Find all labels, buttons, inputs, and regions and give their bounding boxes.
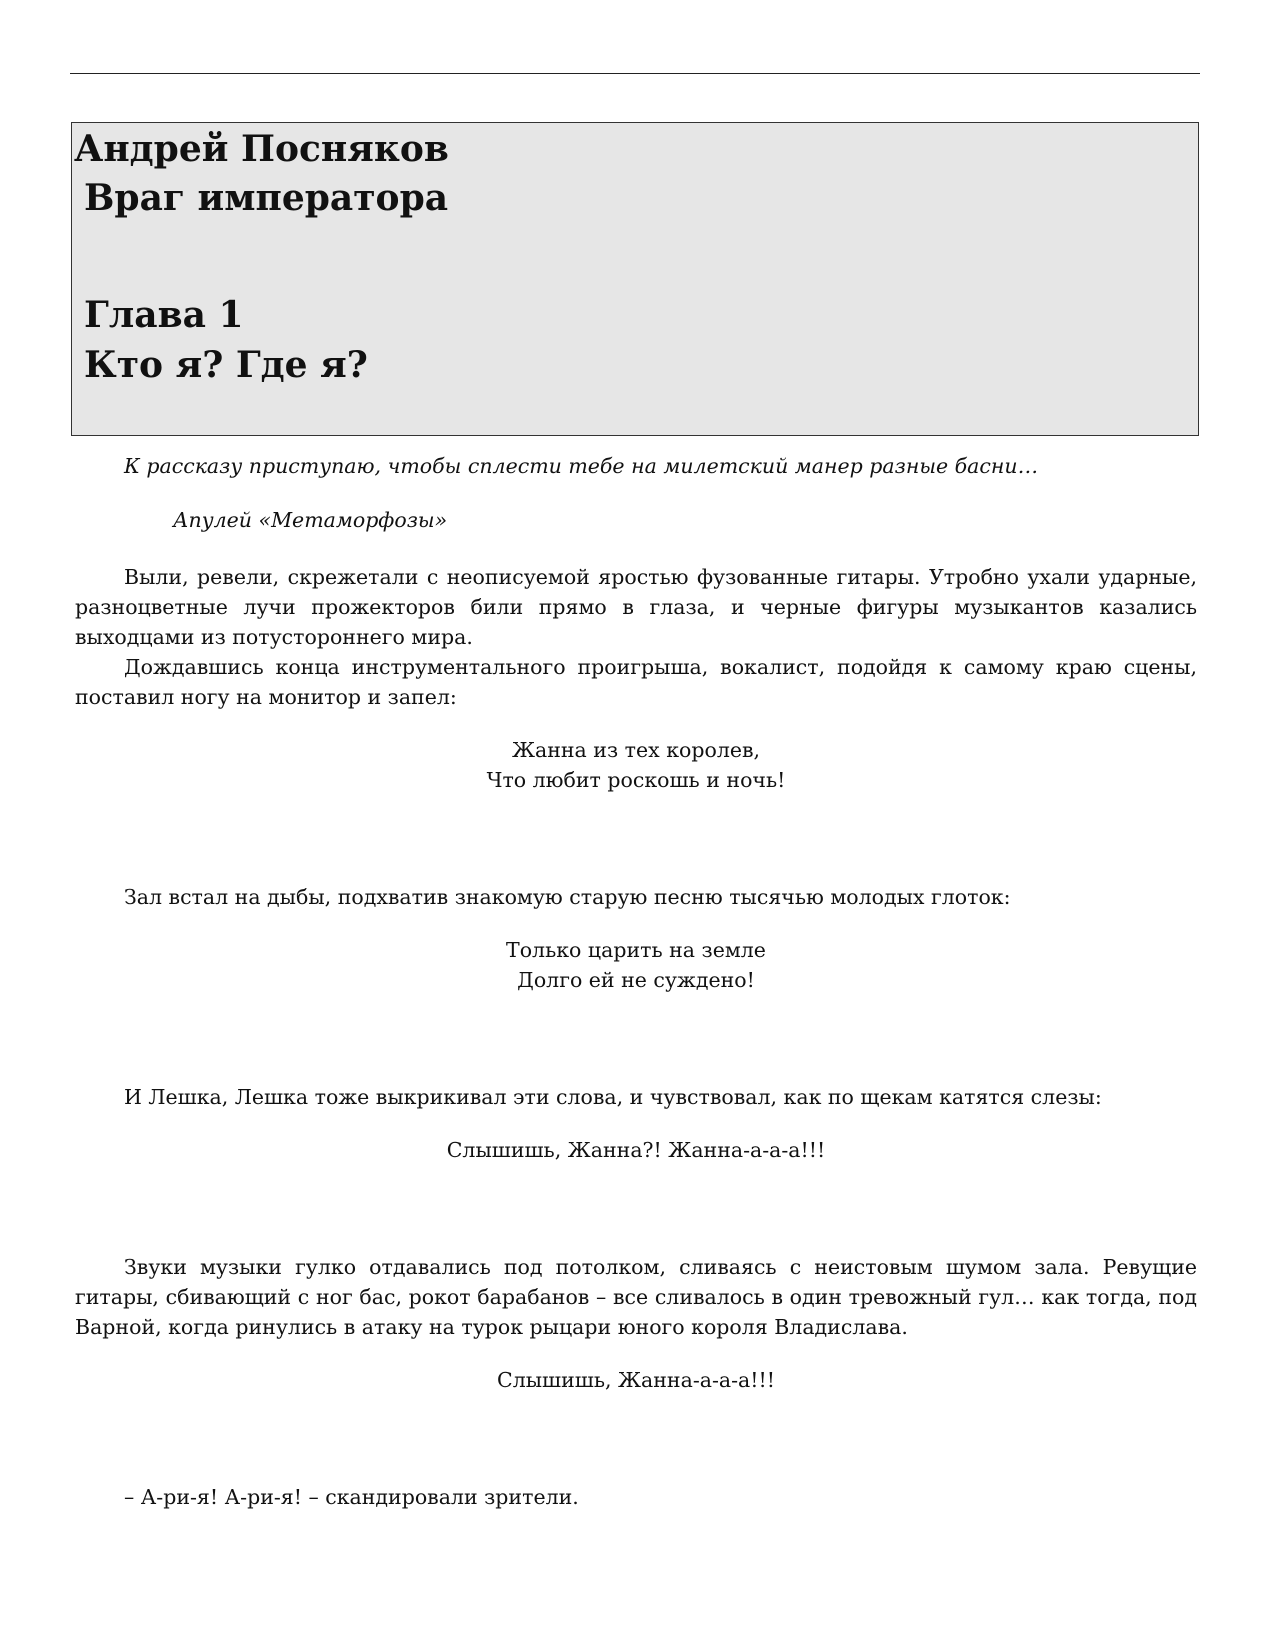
paragraph-2: Дождавшись конца инструментального проигрыша, вокалист, подойдя к самому краю сцены, поставил ногу на монитор и запел: xyxy=(75,655,1197,709)
chapter-title: Кто я? Где я? xyxy=(84,344,368,386)
epigraph-quote: К рассказу приступаю, чтобы сплести тебе на милетский манер разные басни… xyxy=(124,454,1039,478)
title-block xyxy=(71,122,1199,436)
paragraph-3: Зал встал на дыбы, подхватив знакомую старую песню тысячью молодых глоток: xyxy=(124,885,1011,909)
header-rule xyxy=(70,73,1200,74)
paragraph-5: Звуки музыки гулко отдавались под потолком, сливаясь с неистовым шумом зала. Ревущие гитары, сбивающий с ног бас, рокот барабанов – все сливалось в один тревожный гул… как тогда, под Варной, когда ринулись в атаку на турок рыцари юного короля Владислава. xyxy=(75,1255,1197,1339)
epigraph-attribution: Апулей «Метаморфозы» xyxy=(173,508,448,532)
paragraph-6: – А-ри-я! А-ри-я! – скандировали зрители. xyxy=(124,1485,579,1509)
verse-3-line-1: Слышишь, Жанна?! Жанна-а-а-а!!! xyxy=(446,1138,826,1162)
paragraph-1: Выли, ревели, скрежетали с неописуемой яростью фузованные гитары. Утробно ухали ударные, разноцветные лучи прожекторов били прямо в глаза, и черные фигуры музыкантов казались выходцами из потустороннего мира. xyxy=(75,565,1197,649)
book-title: Враг императора xyxy=(84,177,449,219)
verse-4-line-1: Слышишь, Жанна-а-а-а!!! xyxy=(497,1368,775,1392)
verse-2-line-1: Только царить на земле xyxy=(506,938,766,962)
verse-1-line-1: Жанна из тех королев, xyxy=(511,738,761,762)
chapter-number: Глава 1 xyxy=(84,294,244,336)
verse-2-line-2: Долго ей не суждено! xyxy=(517,968,755,992)
paragraph-4: И Лешка, Лешка тоже выкрикивал эти слова, и чувствовал, как по щекам катятся слезы: xyxy=(124,1085,1102,1109)
author-name: Андрей Посняков xyxy=(74,128,449,170)
verse-1-line-2: Что любит роскошь и ночь! xyxy=(486,768,786,792)
